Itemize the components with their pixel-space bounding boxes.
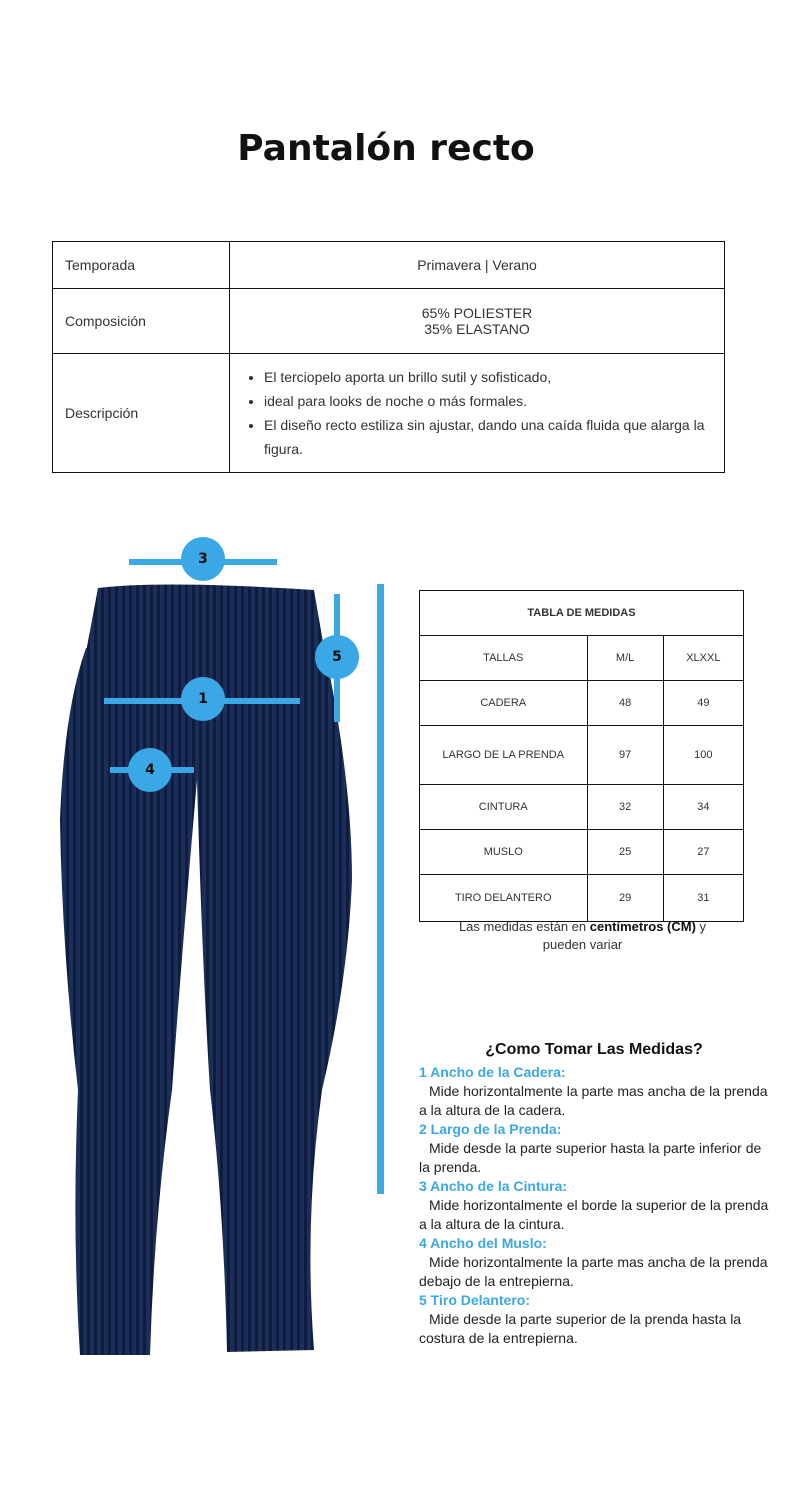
description-value xyxy=(230,354,725,473)
size-cell: 49 xyxy=(663,681,743,726)
season-label: Temporada xyxy=(53,242,230,289)
info-row-season xyxy=(53,242,725,289)
composition-line: 35% ELASTANO xyxy=(424,321,530,337)
size-cell: MUSLO xyxy=(420,830,588,875)
description-item: • El terciopelo aporta un brillo sutil y sofisticado, xyxy=(264,365,712,389)
note-unit: centímetros (CM) xyxy=(589,919,696,934)
size-cell: CINTURA xyxy=(420,785,588,830)
marker-4: 4 xyxy=(128,748,172,792)
size-header: TALLAS xyxy=(420,636,588,681)
marker-1: 1 xyxy=(181,677,225,721)
page-title: Pantalón recto xyxy=(237,128,535,169)
description-list xyxy=(242,365,712,461)
description-item: • ideal para looks de noche o más formales. xyxy=(264,389,712,413)
how-to-measure xyxy=(419,1040,769,1348)
composition-value xyxy=(230,289,725,354)
size-cell: 32 xyxy=(587,785,663,830)
size-chart-table xyxy=(419,590,744,922)
step-title: 4 Ancho del Muslo: xyxy=(419,1235,547,1251)
size-header-row xyxy=(420,636,744,681)
size-header: XLXXL xyxy=(663,636,743,681)
measurement-note xyxy=(440,918,725,954)
info-row-description xyxy=(53,354,725,473)
size-cell: 25 xyxy=(587,830,663,875)
size-cell: 97 xyxy=(587,726,663,785)
pants-illustration xyxy=(52,530,392,1380)
step-title: 3 Ancho de la Cintura: xyxy=(419,1178,568,1194)
length-ruler xyxy=(377,584,384,1194)
size-row xyxy=(420,830,744,875)
size-row xyxy=(420,875,744,922)
size-row xyxy=(420,681,744,726)
size-cell: 100 xyxy=(663,726,743,785)
marker-5: 5 xyxy=(315,635,359,679)
how-to-measure-title: ¿Como Tomar Las Medidas? xyxy=(485,1041,703,1058)
size-header: M/L xyxy=(587,636,663,681)
size-row xyxy=(420,726,744,785)
description-item: • El diseño recto estiliza sin ajustar, dando una caída fluida que alarga la figura. xyxy=(264,413,712,461)
step-description: Mide horizontalmente la parte mas ancha de la prenda debajo de la entrepierna. xyxy=(419,1254,768,1289)
size-cell: CADERA xyxy=(420,681,588,726)
info-row-composition xyxy=(53,289,725,354)
size-chart-title: TABLA DE MEDIDAS xyxy=(420,591,744,636)
step-description: Mide horizontalmente la parte mas ancha de la prenda a la altura de la cadera. xyxy=(419,1083,768,1118)
size-cell: 31 xyxy=(663,875,743,922)
step-description: Mide desde la parte superior hasta la parte inferior de la prenda. xyxy=(419,1140,762,1175)
step-title: 1 Ancho de la Cadera: xyxy=(419,1064,566,1080)
size-cell: 29 xyxy=(587,875,663,922)
step-title: 2 Largo de la Prenda: xyxy=(419,1121,562,1137)
size-row xyxy=(420,785,744,830)
size-cell: TIRO DELANTERO xyxy=(420,875,588,922)
composition-line: 65% POLIESTER xyxy=(421,305,533,321)
step-description: Mide desde la parte superior de la prenda hasta la costura de la entrepierna. xyxy=(419,1311,742,1346)
note-prefix: Las medidas están en xyxy=(458,919,590,934)
season-value: Primavera | Verano xyxy=(230,242,725,289)
size-cell: 48 xyxy=(587,681,663,726)
marker-3: 3 xyxy=(181,537,225,581)
size-cell: LARGO DE LA PRENDA xyxy=(420,726,588,785)
size-cell: 27 xyxy=(663,830,743,875)
step-title: 5 Tiro Delantero: xyxy=(419,1292,530,1308)
note-suffix: y pueden variar xyxy=(542,919,707,952)
composition-label: Composición xyxy=(53,289,230,354)
size-cell: 34 xyxy=(663,785,743,830)
description-label: Descripción xyxy=(53,354,230,473)
step-description: Mide horizontalmente el borde la superior de la prenda a la altura de la cintura. xyxy=(419,1197,769,1232)
product-info-table xyxy=(52,241,725,473)
